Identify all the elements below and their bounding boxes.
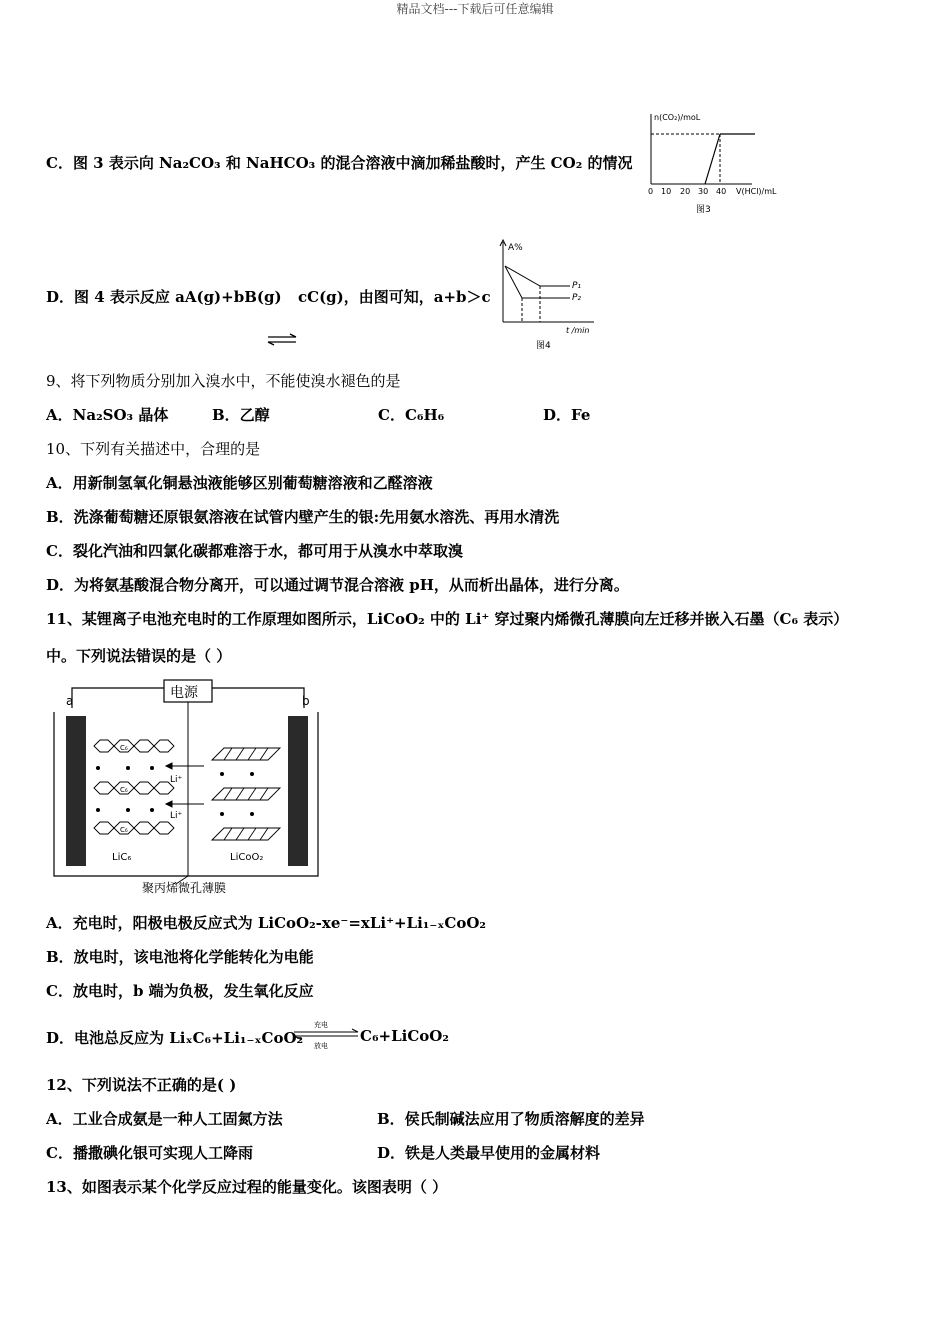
q8-option-c: C．图 3 表示向 Na₂CO₃ 和 NaHCO₃ 的混合溶液中滴加稀盐酸时，产生 CO₂ 的情况: [46, 154, 633, 172]
c6-label: C₆: [120, 786, 128, 794]
li-ion-label: Li⁺: [170, 811, 183, 821]
c6-label: C₆: [120, 744, 128, 752]
li-ion-label: Li⁺: [170, 775, 183, 785]
q10-option-c: C．裂化汽油和四氯化碳都难溶于水，都可用于从溴水中萃取溴: [46, 542, 463, 560]
q11-option-c: C．放电时，b 端为负极，发生氧化反应: [46, 982, 314, 1000]
terminal-b-label: b: [302, 694, 310, 708]
q12-stem: 12、下列说法不正确的是( ): [46, 1076, 237, 1094]
page-header: 精品文档---下载后可任意编辑: [396, 2, 554, 16]
q12-option-a: A．工业合成氨是一种人工固氮方法: [46, 1110, 283, 1128]
fig3-tick: 0: [648, 187, 654, 196]
fig4-p2: P₂: [572, 293, 582, 303]
lic6-label: LiC₆: [112, 852, 132, 863]
electrode-a: [66, 716, 86, 866]
fig3-tick: 40: [716, 187, 727, 196]
q11-option-d-part1: D．电池总反应为 LiₓC₆+Li₁₋ₓCoO₂: [46, 1029, 304, 1047]
terminal-a-label: a: [66, 694, 74, 708]
fig3-tick: 10: [661, 187, 672, 196]
fig3-caption: 图3: [696, 205, 711, 215]
q10-option-d: D．为将氨基酸混合物分离开，可以通过调节混合溶液 pH，从而析出晶体，进行分离。: [46, 576, 629, 594]
q11-option-d-part2: C₆+LiCoO₂: [360, 1027, 449, 1045]
q9-option-a: A．Na₂SO₃ 晶体: [46, 406, 169, 424]
q8-option-d-part2: cC(g)，由图可知，a+b＞c: [298, 288, 491, 306]
fig4-caption: 图4: [536, 341, 551, 350]
battery-diagram: [46, 678, 336, 896]
q10-stem: 10、下列有关描述中，合理的是: [46, 440, 261, 458]
membrane-label: 聚丙烯微孔薄膜: [142, 881, 227, 895]
q10-option-b: B．洗涤葡萄糖还原银氨溶液在试管内壁产生的银:先用氨水溶洗、再用水清洗: [46, 508, 560, 526]
q13-stem: 13、如图表示某个化学反应过程的能量变化。该图表明（ ）: [46, 1178, 448, 1196]
q9-stem: 9、将下列物质分别加入溴水中，不能使溴水褪色的是: [46, 372, 401, 390]
fig3-ylabel: n(CO₂)/moL: [654, 113, 701, 122]
figure-3-chart: [640, 108, 800, 216]
q12-option-c: C．播撒碘化银可实现人工降雨: [46, 1144, 253, 1162]
q9-option-c: C．C₆H₆: [378, 406, 445, 424]
charge-label: 充电: [314, 1021, 328, 1029]
fig3-tick: 20: [680, 187, 691, 196]
reversible-arrow-icon: [266, 333, 300, 347]
q12-option-d: D．铁是人类最早使用的金属材料: [377, 1144, 601, 1162]
q8-option-d-part1: D．图 4 表示反应 aA(g)+bB(g): [46, 288, 282, 306]
discharge-label: 放电: [314, 1042, 328, 1050]
q11-option-a: A．充电时，阳极电极反应式为 LiCoO₂-xe⁻=xLi⁺+Li₁₋ₓCoO₂: [46, 914, 486, 932]
q11-option-b: B．放电时，该电池将化学能转化为电能: [46, 948, 314, 966]
fig4-p1: P₁: [572, 281, 582, 291]
charge-discharge-arrow-icon: [292, 1018, 360, 1052]
fig4-ylabel: A%: [508, 243, 523, 253]
electrode-b: [288, 716, 308, 866]
q9-option-b: B．乙醇: [212, 406, 270, 424]
fig4-xlabel: t /min: [566, 326, 590, 335]
fig3-tick: 30: [698, 187, 709, 196]
fig3-xlabel: V(HCl)/mL: [736, 187, 777, 196]
q11-stem-line1: 11、某锂离子电池充电时的工作原理如图所示，LiCoO₂ 中的 Li⁺ 穿过聚内烯微孔薄膜向左迁移并嵌入石墨（C₆ 表示）: [46, 610, 849, 628]
c6-label: C₆: [120, 826, 128, 834]
figure-4-chart: [492, 236, 602, 350]
q9-option-d: D．Fe: [543, 406, 591, 424]
power-source-label: 电源: [170, 685, 198, 701]
q10-option-a: A．用新制氢氧化铜悬浊液能够区别葡萄糖溶液和乙醛溶液: [46, 474, 433, 492]
q12-option-b: B．侯氏制碱法应用了物质溶解度的差异: [377, 1110, 645, 1128]
licoo2-label: LiCoO₂: [230, 852, 264, 863]
q11-stem-line2: 中。下列说法错误的是（ ）: [46, 647, 232, 665]
